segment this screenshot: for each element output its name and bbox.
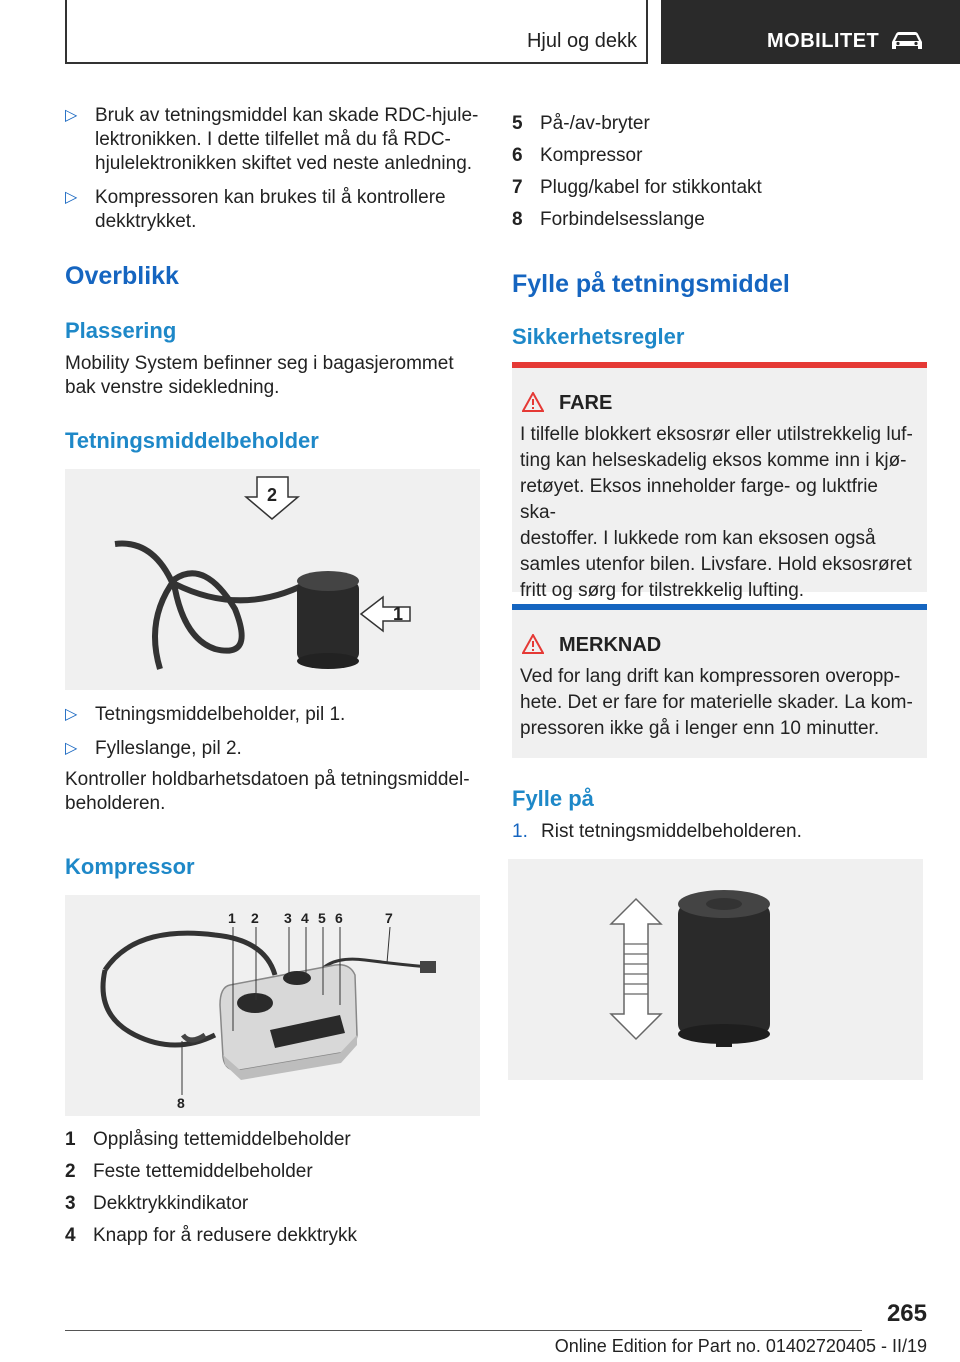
warning-bar bbox=[512, 362, 927, 368]
triangle-bullet-icon: ▷ bbox=[65, 189, 78, 206]
chapter-label: MOBILITET bbox=[767, 30, 880, 52]
heading-beholder: Tetningsmiddelbeholder bbox=[65, 428, 319, 453]
warning-box-merknad bbox=[512, 604, 927, 758]
list-item: ▷ Fylleslange, pil 2. bbox=[65, 738, 242, 759]
triangle-bullet-icon: ▷ bbox=[65, 107, 78, 124]
car-icon bbox=[889, 30, 925, 52]
notice-triangle-icon bbox=[522, 634, 544, 654]
sealant-container-illustration bbox=[65, 469, 480, 690]
sealant-container-figure bbox=[65, 469, 480, 690]
compressor-illustration bbox=[65, 895, 480, 1116]
list-item: 5 På-/av-bryter bbox=[512, 113, 650, 134]
step-number: 1. bbox=[512, 821, 528, 842]
footer-divider bbox=[65, 1330, 862, 1331]
intro-list bbox=[65, 104, 480, 244]
arrow-label-1: 1 bbox=[392, 604, 404, 624]
warning-text: I tilfelle blokkert eksosrør eller utilstrekkelig luf- ting kan helseskadelig eksos komme inn i kjø- retøyet. Eksos inneholder farge- og luktfrie ska- destoffer. I lukkede rom kan eksosen også samles utenfor bilen. Livsfare. Hold eksosrøret fritt og sørg for tilstrekkelig lufting. bbox=[520, 424, 913, 601]
list-item: ▷ Bruk av tetningsmiddel kan skade RDC-hjulelektronikken. I dette tilfellet må du få RDC-hjulelektronikken skiftet ved neste anledning. bbox=[65, 105, 479, 174]
callout-4: 4 bbox=[301, 910, 309, 926]
shake-container-illustration bbox=[508, 859, 923, 1080]
edition-text: Online Edition for Part no. 01402720405 - II/19 bbox=[554, 1336, 927, 1356]
warning-box-fare bbox=[512, 362, 927, 601]
compressor-figure bbox=[65, 895, 480, 1116]
list-item: 2 Feste tettemiddelbeholder bbox=[65, 1161, 313, 1182]
notice-title: MERKNAD bbox=[559, 634, 662, 656]
list-item: 1 Opplåsing tettemiddelbeholder bbox=[65, 1129, 351, 1150]
beholder-text: Kontroller holdbarhetsdatoen på tetningsmiddelbeholderen. bbox=[65, 769, 470, 814]
heading-sikkerhetsregler: Sikkerhetsregler bbox=[512, 324, 685, 349]
callout-6: 6 bbox=[335, 910, 343, 926]
callout-7: 7 bbox=[385, 910, 393, 926]
callout-1: 1 bbox=[228, 910, 236, 926]
warning-triangle-icon bbox=[522, 392, 544, 412]
heading-plassering: Plassering bbox=[65, 318, 177, 343]
section-title: Hjul og dekk bbox=[526, 30, 637, 52]
list-item: 8 Forbindelsesslange bbox=[512, 209, 705, 230]
step-text: Rist tetningsmiddelbeholderen. bbox=[541, 821, 802, 842]
plassering-text: Mobility System befinner seg i bagasjerommet bak venstre sidekledning. bbox=[65, 353, 454, 398]
component-list-left bbox=[65, 1124, 480, 1252]
list-item: 6 Kompressor bbox=[512, 145, 643, 166]
heading-overblikk: Overblikk bbox=[65, 262, 179, 290]
list-item: 3 Dekktrykkindikator bbox=[65, 1193, 249, 1214]
triangle-bullet-icon: ▷ bbox=[65, 740, 78, 757]
chapter-tab[interactable] bbox=[661, 0, 960, 64]
list-item: ▷ Tetningsmiddelbeholder, pil 1. bbox=[65, 704, 346, 725]
list-item: 7 Plugg/kabel for stikkontakt bbox=[512, 177, 762, 198]
list-item: 4 Knapp for å redusere dekktrykk bbox=[65, 1225, 358, 1246]
notice-text: Ved for lang drift kan kompressoren overopp- hete. Det er fare for materielle skader. La kom- pressoren ikke gå i lenger enn 10 minutter. bbox=[520, 666, 913, 739]
component-list-right bbox=[512, 108, 927, 236]
callout-3: 3 bbox=[284, 910, 292, 926]
callout-8: 8 bbox=[177, 1095, 185, 1111]
list-item: ▷ Kompressoren kan brukes til å kontrollere dekktrykket. bbox=[65, 187, 446, 232]
heading-kompressor: Kompressor bbox=[65, 854, 195, 879]
triangle-bullet-icon: ▷ bbox=[65, 706, 78, 723]
shake-container-figure bbox=[508, 859, 923, 1080]
beholder-list bbox=[65, 703, 480, 771]
warning-title: FARE bbox=[559, 392, 613, 414]
callout-5: 5 bbox=[318, 910, 326, 926]
page-number: 265 bbox=[886, 1300, 927, 1327]
heading-fylle-tetningsmiddel: Fylle på tetningsmiddel bbox=[512, 270, 790, 298]
arrow-label-2: 2 bbox=[266, 485, 278, 505]
heading-fylle-pa: Fylle på bbox=[512, 786, 594, 811]
notice-bar bbox=[512, 604, 927, 610]
callout-2: 2 bbox=[251, 910, 259, 926]
